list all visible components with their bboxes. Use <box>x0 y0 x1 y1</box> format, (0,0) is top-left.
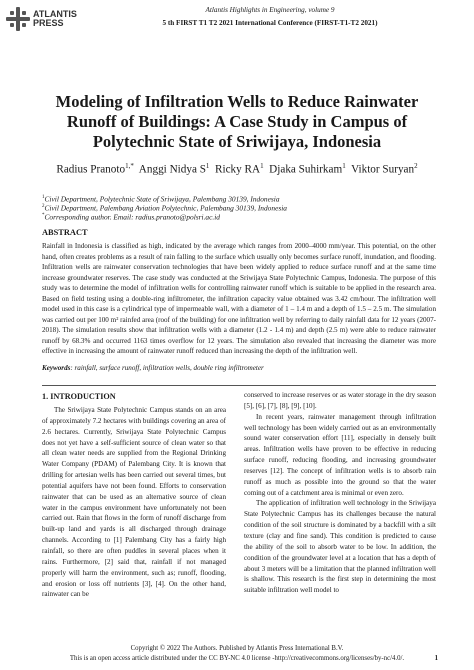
section-divider <box>42 385 436 386</box>
conference-header: 5 th FIRST T1 T2 2021 International Conference (FIRST-T1-T2 2021) <box>162 19 378 27</box>
page-number: 1 <box>434 655 438 662</box>
paper-title <box>40 92 434 152</box>
column-left <box>42 405 226 600</box>
copyright-line: Copyright © 2022 The Authors. Published by Atlantis Press International B.V. <box>130 645 344 652</box>
author-name: Anggi Nidya S <box>138 163 206 176</box>
author-name: Radius Pranoto <box>56 163 126 176</box>
keywords: Keywords: rainfall, surface runoff, infiltration wells, double ring infiltrometer <box>42 364 264 372</box>
author-name: Ricky RA <box>215 163 261 176</box>
atlantis-logo-icon <box>6 7 30 31</box>
license-line: This is an open access article distributed under the CC BY-NC 4.0 license -http://creativecommons.org/licenses/by-nc/4.0/. <box>69 655 405 662</box>
title-line: Polytechnic State of Sriwijaya, Indonesia <box>92 132 382 151</box>
paragraph: In recent years, rainwater management through infiltration well technology has been widely carried out as an environmentally sound water conservation effort [11], especially in densely built areas. Infiltration wells have proven to be effective in reducing surface runoff, reducing flooding, and increasing groundwater reserves [12]. The concept of infiltration wells is to absorb rain runoff as much as possible into the ground so that the water coming out of a catchment area is minimal or even zero. <box>244 412 436 497</box>
paragraph: The application of infiltration well technology in the Sriwijaya State Polytechnic Campus has its challenges because the natural condition of the soil structure is dominated by a backfill with a silt texture (clay and fine sand). This condition is predicted to cause the ability of the soil to absorb water to be low. In addition, the condition of the groundwater level at a location that has a depth of about 3 meters will be a limitation that the planned infiltration well is shallow. This research is the first step in determining the most suitable infiltration well model to <box>244 499 436 595</box>
column-right <box>244 390 436 596</box>
paragraph: The Sriwijaya State Polytechnic Campus stands on an area of approximately 7.2 hectares with buildings covering an area of 2.6 hectares. Currently, Sriwijaya State Polytechnic Campus does not yet have a self-sufficient source of clean water so that all clean water needs are supplied from the Regional Drinking Water Company (PDAM) of Palembang City. It is known that drilling for artesian wells has been carried out several times, but potential aquifers have not been found. Efforts to conservation rainwater that can be used as an alternative source of clean water in the campus environment have unfortunately not been carried out. Rain that flows in the form of runoff discharge from built-up land and yards is all discharged through drainage channels. According to [1] Palembang City has a fairly high rainfall, so there are often puddles in several places when it rains. Furthermore, [2] said that, rainfall if not managed properly will harm the environment, such as; runoff, flooding, and erosion or loss off nutrients [3], [4]. On the other hand, rainwater can be <box>42 406 226 599</box>
author-name: Djaka Suhirkam <box>269 163 343 176</box>
title-line: Modeling of Infiltration Wells to Reduce Rainwater <box>55 92 419 111</box>
affiliation: $^2$Civil Department, Palembang Aviation Polytechnic, Palembang 30139, Indonesia <box>42 203 287 213</box>
abstract-heading: ABSTRACT <box>42 228 88 237</box>
paragraph: conserved to increase reserves or as water storage in the dry season [5], [6], [7], [8], [9], [10]. <box>244 391 436 410</box>
author-list: Radius Pranoto$^{1,*}$ Anggi Nidya $S^1$ Ricky $RA^1$ Djaka Suhirkam$^1$ Viktor Suryan$^2$ <box>56 162 418 176</box>
section-heading: 1. INTRODUCTION <box>42 392 116 401</box>
abstract-text: Rainfall in Indonesia is classified as high, indicated by the average which ranges from 2000–4000 mm/year. This potential, on the other hand, often creates problems as a result of rain falling to the surface which usually only becomes surface runoff, inundation, and flooding. Infiltration wells are rainwater conservation technologies that have been widely applied to reduce surface runoff and at the same time increase groundwater reserves. The case study was conducted at the Sriwijaya State Polytechnic Campus, Indonesia. The purpose of this study was to determine the model of infiltration wells for controlling rainwater runoff which is suitable to be applied in the research area. Based on field testing using a double-ring infiltrometer, the infiltration capacity value obtained was 3.42 cm/hour. The infiltration well model used in this case is a cylindrical type of impermeable wall, with a diameter of 1 – 1.4 m and a depth of 1.5 – 2.5 m. The simulation was carried out per 100 m² rainfed area (roof of the building) for one infiltration well by referring to daily rainfall data for 12 years (2007-2018). The simulation results show that infiltration wells with a diameter (1.2 - 1.4 m) and depth (2.5 m) were able to reduce rainwater runoff by 68.3% and occurred 1163 times overflow for 12 years. The simulation also revealed that increasing the diameter was more effective in increasing the amount of rainwater runoff reduced than increasing the depth of the infiltration well. <box>42 242 436 356</box>
title-line: Runoff of Buildings: A Case Study in Campus of <box>66 112 408 131</box>
corresponding-author: *Corresponding author. Email: radius.pranoto@polsri.ac.id <box>42 212 220 222</box>
publisher-name: ATLANTIS PRESS <box>33 9 77 28</box>
series-header: Atlantis Highlights in Engineering, volume 9 <box>205 6 335 14</box>
author-name: Viktor Suryan <box>351 163 415 176</box>
affiliation: $^1$Civil Department, Polytechnic State of Sriwijaya, Palembang 30139, Indonesia <box>42 194 280 204</box>
publisher-logo <box>6 7 77 31</box>
